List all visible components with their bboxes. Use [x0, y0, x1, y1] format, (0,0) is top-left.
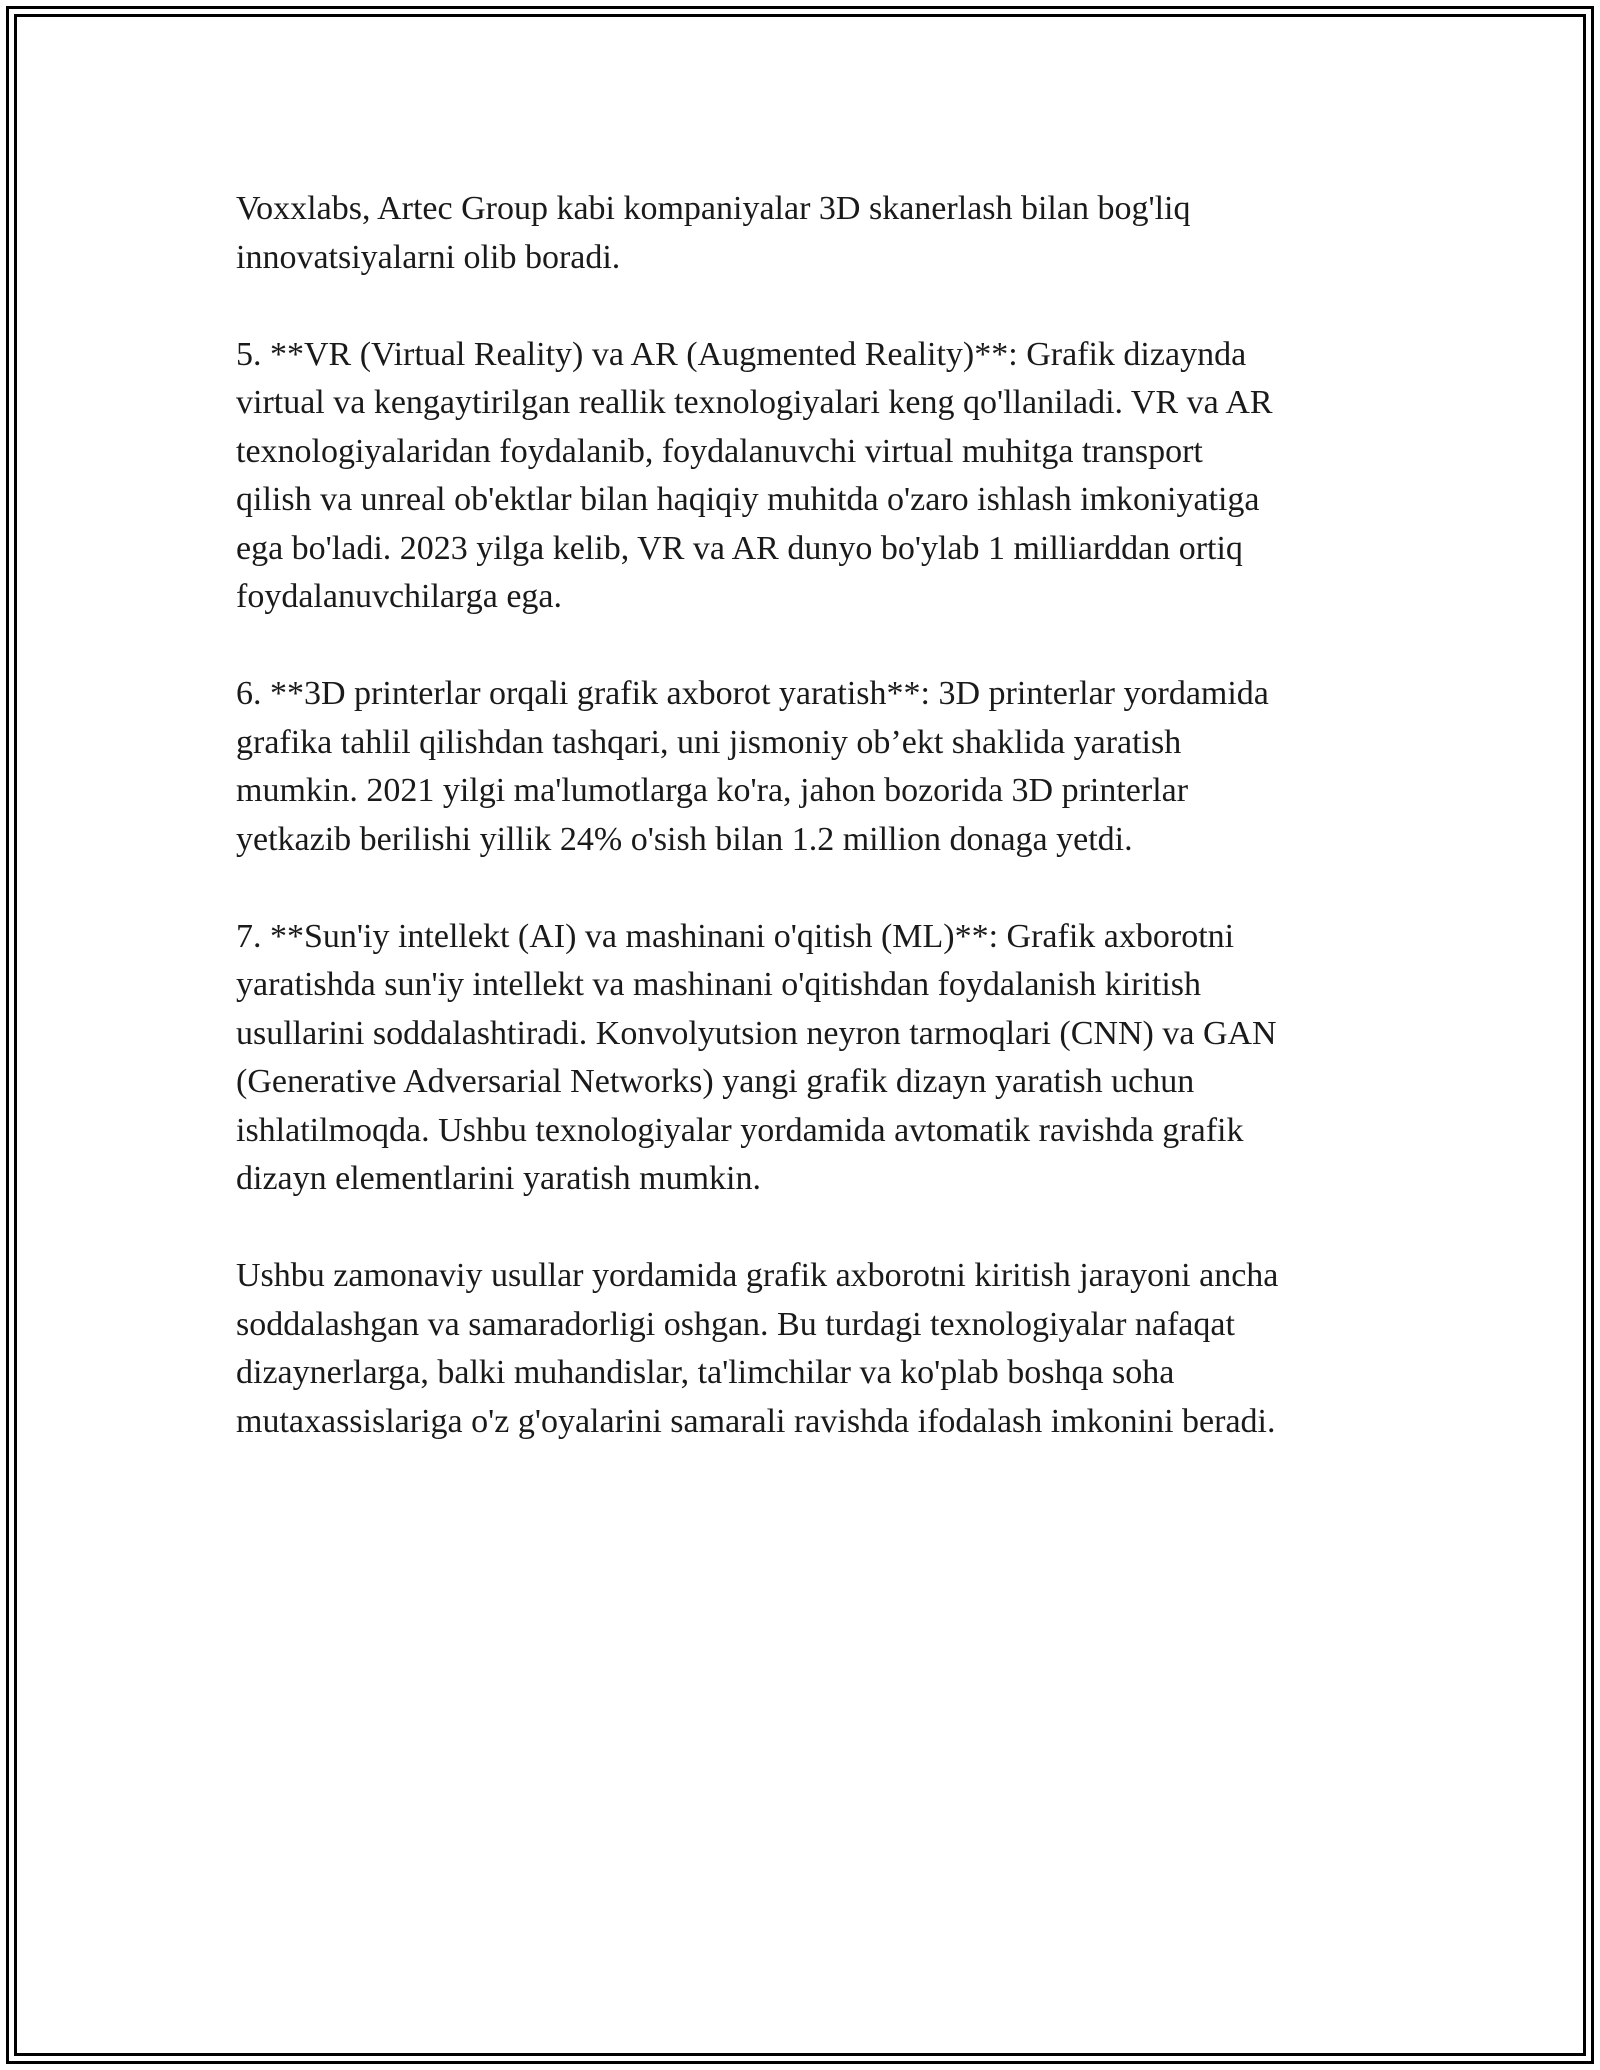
document-body: [236, 185, 1376, 1495]
paragraph-3d-scanning-companies: Voxxlabs, Artec Group kabi kompaniyalar 3D skanerlash bilan bog'liq innovatsiyalarni olib boradi.: [236, 190, 1191, 276]
paragraph-3d-printers: 6. **3D printerlar orqali grafik axborot yaratish**: 3D printerlar yordamida grafika tahlil qilishdan tashqari, uni jismoniy ob’ekt shaklida yaratish mumkin. 2021 yilgi ma'lumotlarga ko'ra, jahon bozorida 3D printerlar yetkazib berilishi yillik 24% o'sish bilan 1.2 million donaga yetdi.: [236, 675, 1269, 858]
paragraph-conclusion: Ushbu zamonaviy usullar yordamida grafik axborotni kiritish jarayoni ancha soddalashgan va samaradorligi oshgan. Bu turdagi texnologiyalar nafaqat dizaynerlarga, balki muhandislar, ta'limchilar va ko'plab boshqa soha mutaxassislariga o'z g'oyalarini samarali ravishda ifodalash imkonini beradi.: [236, 1257, 1279, 1440]
paragraph-ai-ml: 7. **Sun'iy intellekt (AI) va mashinani o'qitish (ML)**: Grafik axborotni yaratishda sun'iy intellekt va mashinani o'qitishdan foydalanish kiritish usullarini soddalashtiradi. Konvolyutsion neyron tarmoqlari (CNN) va GAN (Generative Adversarial Networks) yangi grafik dizayn yaratish uchun ishlatilmoqda. Ushbu texnologiyalar yordamida avtomatik ravishda grafik dizayn elementlarini yaratish mumkin.: [236, 917, 1277, 1197]
paragraph-vr-ar: 5. **VR (Virtual Reality) va AR (Augmented Reality)**: Grafik dizaynda virtual va kengaytirilgan reallik texnologiyalari keng qo'llaniladi. VR va AR texnologiyalaridan foydalanib, foydalanuvchi virtual muhitga transport qilish va unreal ob'ektlar bilan haqiqiy muhitda o'zaro ishlash imkoniyatiga ega bo'ladi. 2023 yilga kelib, VR va AR dunyo bo'ylab 1 milliarddan ortiq foydalanuvchilarga ega.: [236, 335, 1273, 615]
